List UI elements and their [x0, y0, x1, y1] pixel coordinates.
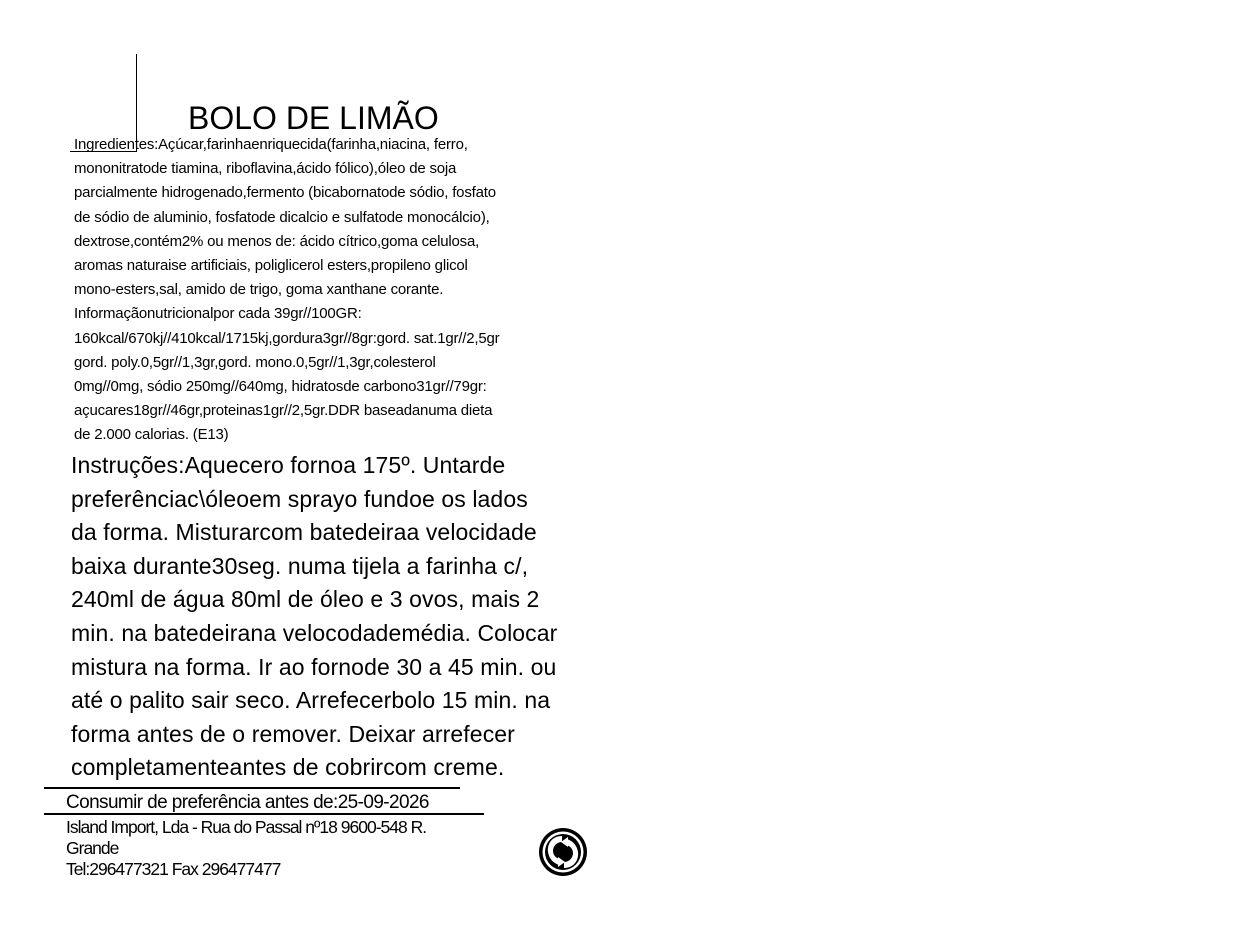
ingredients-block: [74, 133, 580, 448]
instructions-line: mistura na forma. Ir ao fornode 30 a 45 min. ou: [71, 653, 557, 680]
ingredients-line: parcialmente hidrogenado,fermento (bicabornatode sódio, fosfato: [74, 184, 496, 202]
instructions-line: 240ml de água 80ml de óleo e 3 ovos, mais 2: [71, 586, 540, 613]
nutrition-line: de 2.000 calorias. (E13): [74, 426, 229, 444]
nutrition-line: 160kcal/670kj//410kcal/1715kj,gordura3gr//8gr:gord. sat.1gr//2,5gr: [74, 329, 500, 347]
instructions-block: [71, 449, 591, 785]
ingredients-line: mononitratode tiamina, riboflavina,ácido fólico),óleo de soja: [74, 160, 457, 178]
best-before-date: Consumir de preferência antes de:25-09-2026: [66, 792, 429, 813]
instructions-line: até o palito sair seco. Arrefecerbolo 15 min. na: [71, 687, 551, 714]
instructions-line: da forma. Misturarcom batedeiraa velocidade: [71, 519, 537, 546]
ingredients-line: Ingredientes:Açúcar,farinhaenriquecida(farinha,niacina, ferro,: [74, 136, 468, 153]
instructions-line: completamenteantes de cobrircom creme.: [71, 754, 505, 781]
ingredients-line: aromas naturaise artificiais, poliglicerol esters,propileno glicol: [74, 257, 468, 275]
instructions-line: preferênciac\óleoem sprayo fundoe os lados: [71, 485, 528, 512]
nutrition-line: gord. poly.0,5gr//1,3gr,gord. mono.0,5gr//1,3gr,colesterol: [74, 353, 436, 371]
best-before-bottom-rule: [44, 813, 484, 815]
instructions-line: min. na batedeirana velocodademédia. Colocar: [71, 619, 558, 646]
instructions-line: Instruções:Aquecero fornoa 175º. Untarde: [71, 452, 506, 478]
importer-line: Island Import, Lda - Rua do Passal nº18 9600-548 R.: [66, 817, 427, 837]
importer-line: Grande: [66, 838, 119, 858]
nutrition-line: 0mg//0mg, sódio 250mg//640mg, hidratosde carbono31gr//79gr:: [74, 378, 487, 396]
instructions-line: baixa durante30seg. numa tijela a farinha c/,: [71, 552, 529, 579]
product-title: BOLO DE LIMÃO: [188, 100, 439, 136]
green-dot-recycling-icon: [537, 826, 589, 878]
nutrition-line: açucares18gr//46gr,proteinas1gr//2,5gr.DDR baseadanuma dieta: [74, 402, 493, 420]
nutrition-line: Informaçãonutricionalpor cada 39gr//100GR:: [74, 305, 362, 323]
best-before-top-rule: [44, 787, 460, 789]
ingredients-line: mono-esters,sal, amido de trigo, goma xanthane corante.: [74, 281, 444, 299]
ingredients-line: de sódio de aluminio, fosfatode dicalcio e sulfatode monocálcio),: [74, 208, 490, 226]
importer-contact: Tel:296477321 Fax 296477477: [66, 859, 281, 879]
importer-address: [66, 817, 426, 880]
ingredients-line: dextrose,contém2% ou menos de: ácido cítrico,goma celulosa,: [74, 232, 480, 250]
instructions-line: forma antes de o remover. Deixar arrefecer: [71, 720, 515, 747]
